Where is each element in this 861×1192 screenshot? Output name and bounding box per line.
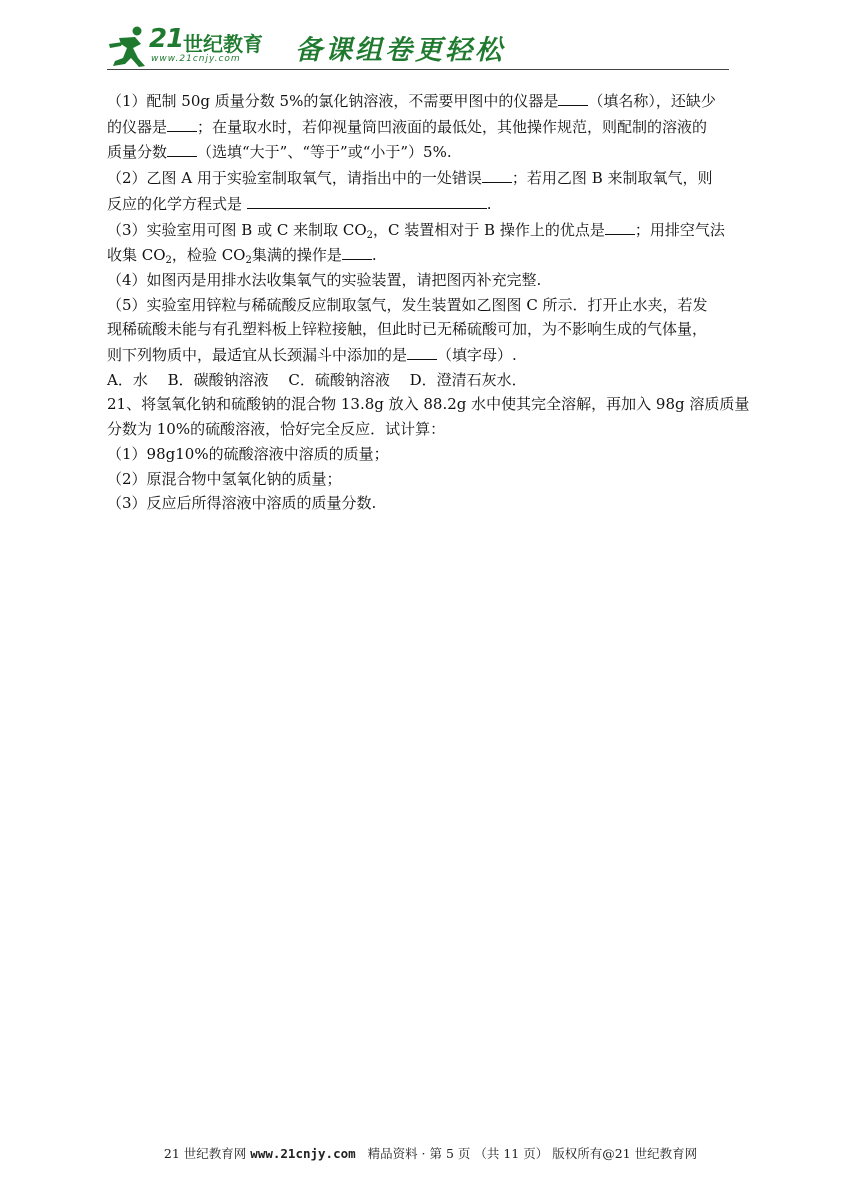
answer-blank xyxy=(407,342,437,360)
brand-logo xyxy=(107,22,287,70)
runner-logo-icon xyxy=(107,24,153,68)
footer-url: www.21cnjy.com xyxy=(250,1146,356,1161)
page-header xyxy=(107,22,729,72)
q21-line-1: 21、将氢氧化钠和硫酸钠的混合物 13.8g 放入 88.2g 水中使其完全溶解，再加入 98g 溶质质量 xyxy=(107,395,750,414)
q21-sub-3: （3）反应后所得溶液中溶质的质量分数. xyxy=(107,494,377,513)
q2-line-1: （2）乙图 A 用于实验室制取氧气，请指出中的一处错误 ；若用乙图 B 来制取氧气，则 xyxy=(107,165,757,191)
q1-line-1: （1）配制 50g 质量分数 5%的氯化钠溶液，不需要甲图中的仪器是 （填名称），还缺少 xyxy=(107,88,757,114)
logo-text: 世纪教育 xyxy=(183,32,263,56)
q1-line-2: 的仪器是 ；在量取水时，若仰视量筒凹液面的最低处，其他操作规范，则配制的溶液的 xyxy=(107,114,757,140)
header-slogan: 备课组卷更轻松 xyxy=(295,35,505,66)
q3-line-1: （3）实验室用可图 B 或 C 来制取 $CO_2$，C 装置相对于 B 操作上的优点是 ；用排空气法 xyxy=(107,217,757,243)
footer-site: 21 世纪教育网 xyxy=(163,1146,247,1161)
header-divider xyxy=(107,69,729,70)
q5-line-2: 现稀硫酸未能与有孔塑料板上锌粒接触，但此时已无稀硫酸可加，为不影响生成的气体量， xyxy=(107,320,708,339)
answer-blank xyxy=(167,139,197,157)
q5-line-3: 则下列物质中，最适宜从长颈漏斗中添加的是 （填字母）. xyxy=(107,342,757,368)
q5-line-1: （5）实验室用锌粒与稀硫酸反应制取氢气，发生装置如乙图图 C 所示．打开止水夹，若发 xyxy=(107,295,708,314)
answer-blank xyxy=(342,242,372,260)
q1-line-3: 质量分数 （选填“大于”、“等于”或“小于”）5%. xyxy=(107,139,757,165)
q21-line-2: 分数为 10%的硫酸溶液，恰好完全反应．试计算： xyxy=(107,420,446,439)
answer-blank xyxy=(167,114,197,132)
answer-blank-equation xyxy=(247,191,487,209)
q3-line-2: 收集 $CO_2$，检验 $CO_2$集满的操作是 . xyxy=(107,242,757,268)
document-body xyxy=(107,88,757,516)
q21-sub-1: （1）98g10%的硫酸溶液中溶质的质量； xyxy=(107,444,389,463)
q21-sub-2: （2）原混合物中氢氧化钠的质量； xyxy=(107,469,342,488)
answer-blank xyxy=(482,165,512,183)
footer-page-info: 精品资料 · 第 5 页 （共 11 页） 版权所有@21 世纪教育网 xyxy=(367,1146,698,1161)
logo-number: 21 xyxy=(149,24,184,54)
q4-line: （4）如图丙是用排水法收集氧气的实验装置，请把图丙补充完整. xyxy=(107,270,542,289)
answer-blank xyxy=(558,88,588,106)
page-footer xyxy=(0,1144,861,1162)
logo-url: www.21cnjy.com xyxy=(151,54,241,64)
answer-blank xyxy=(605,217,635,235)
q2-line-2: 反应的化学方程式是 . xyxy=(107,191,757,217)
q5-options: A．水 B．碳酸钠溶液 C．硫酸钠溶液 D．澄清石灰水． xyxy=(107,370,527,389)
